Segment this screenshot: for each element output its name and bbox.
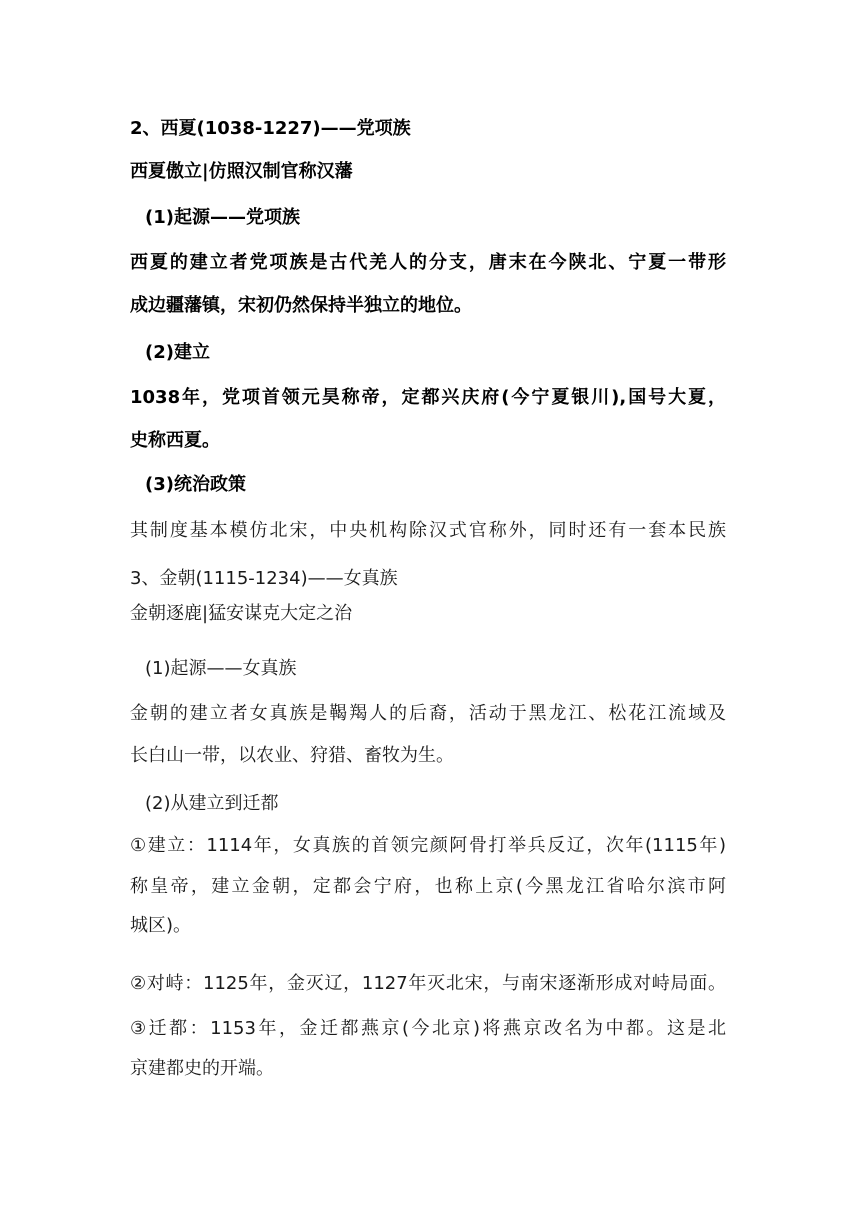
subheading-jin-origin: (1)起源——女真族 <box>145 658 297 679</box>
section-subtitle-jin: 金朝逐鹿|猛安谋克大定之治 <box>130 603 353 624</box>
paragraph-line: 史称西夏。 <box>130 430 220 451</box>
paragraph-line: 其制度基本模仿北宋，中央机构除汉式官称外，同时还有一套本民族 <box>130 520 726 541</box>
subheading-jin-capital: (2)从建立到迁都 <box>145 793 279 814</box>
subheading-xixia-founding: (2)建立 <box>145 342 210 363</box>
list-item-founding-cont: 称皇帝，建立金朝，定都会宁府，也称上京(今黑龙江省哈尔滨市阿 <box>130 876 726 897</box>
subheading-xixia-policy: (3)统治政策 <box>145 474 246 495</box>
section-heading-jin: 3、金朝(1115-1234)——女真族 <box>130 568 398 589</box>
section-subtitle-xixia: 西夏傲立|仿照汉制官称汉藩 <box>130 161 353 182</box>
list-item-founding-cont: 城区)。 <box>130 915 192 936</box>
list-item-founding: ①建立：1114年，女真族的首领完颜阿骨打举兵反辽，次年(1115年) <box>130 835 726 856</box>
paragraph-line: 成边疆藩镇，宋初仍然保持半独立的地位。 <box>130 295 472 316</box>
paragraph-line: 西夏的建立者党项族是古代羌人的分支，唐末在今陕北、宁夏一带形 <box>130 252 726 273</box>
list-item-relocation: ③迁都：1153年，金迁都燕京(今北京)将燕京改名为中都。这是北 <box>130 1018 726 1039</box>
paragraph-line: 长白山一带，以农业、狩猎、畜牧为生。 <box>130 745 454 766</box>
paragraph-line: 1038年，党项首领元昊称帝，定都兴庆府(今宁夏银川),国号大夏， <box>130 387 726 408</box>
list-item-relocation-cont: 京建都史的开端。 <box>130 1058 274 1079</box>
subheading-xixia-origin: (1)起源——党项族 <box>145 207 300 228</box>
paragraph-line: 金朝的建立者女真族是鞨羯人的后裔，活动于黑龙江、松花江流域及 <box>130 703 726 724</box>
section-heading-xixia: 2、西夏(1038-1227)——党项族 <box>130 118 411 139</box>
list-item-standoff: ②对峙：1125年，金灭辽，1127年灭北宋，与南宋逐渐形成对峙局面。 <box>130 973 726 994</box>
